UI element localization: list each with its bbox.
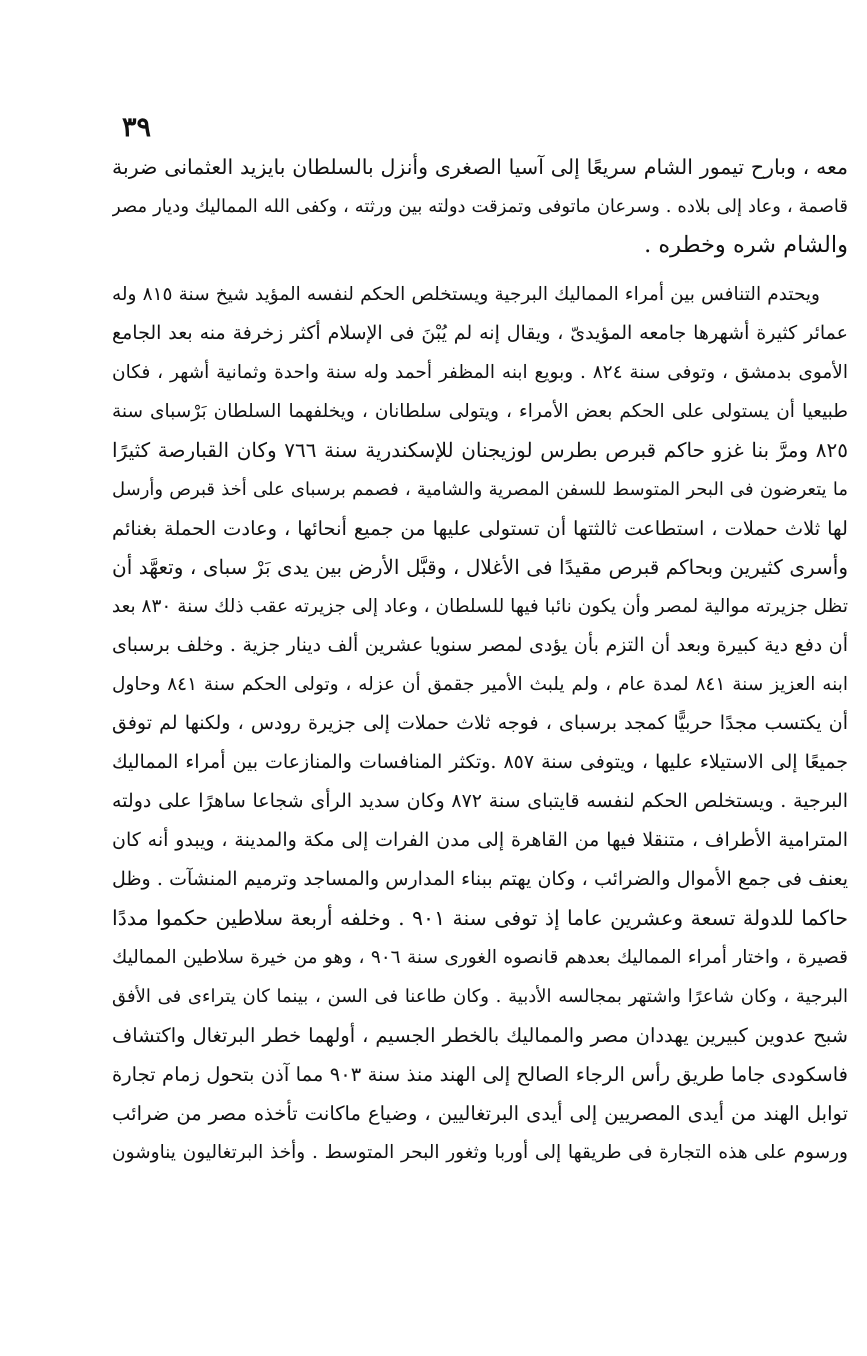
paragraph — [112, 275, 848, 1172]
paragraph — [112, 148, 848, 265]
text-line: لها ثلاث حملات ، استطاعت ثالثتها أن تستولى عليها من جميع أنحائها ، وعادت الحملة بغنائم — [112, 517, 848, 540]
text-line: ويحتدم التنافس بين أمراء المماليك البرجية ويستخلص الحكم لنفسه المؤيد شيخ سنة ٨١٥ وله — [112, 284, 820, 305]
text-line: قصيرة ، واختار أمراء المماليك بعدهم قانصوه الغورى سنة ٩٠٦ ، وهو من خيرة سلاطين المماليك — [112, 947, 848, 968]
text-line: جميعًا إلى الاستيلاء عليها ، ويتوفى سنة ٨٥٧ .وتكثر المنافسات والمنازعات بين أمراء المماليك — [112, 751, 848, 773]
text-line: حاكما للدولة تسعة وعشرين عاما إذ توفى سنة ٩٠١ . وخلفه أربعة سلاطين حكموا مددًا — [112, 906, 848, 930]
text-line: ورسوم على هذه التجارة فى طريقها إلى أوربا وثغور البحر المتوسط . وأخذ البرتغاليون يناوشون — [112, 1142, 848, 1163]
text-line: طبيعيا أن يستولى على الحكم بعض الأمراء ، ويتولى سلطانان ، ويخلفهما السلطان بَرْسباى سنة — [112, 401, 848, 422]
body-text — [112, 148, 848, 1172]
text-line: أن يكتسب مجدًا حربيًّا كمجد برسباى ، فوجه ثلاث حملات إلى جزيرة رودس ، ولكنها لم توفق — [112, 712, 848, 734]
text-line: شبح عدوين كبيرين يهددان مصر والمماليك بالخطر الجسيم ، أولهما خطر البرتغال واكتشاف — [112, 1024, 848, 1047]
text-line: ٨٢٥ ومرَّ بنا غزو حاكم قبرص بطرس لوزيجنان للإسكندرية سنة ٧٦٦ وكان القبارصة كثيرًا — [112, 438, 848, 462]
text-line: البرجية ، وكان شاعرًا واشتهر بمجالسه الأدبية . وكان طاعنا فى السن ، بينما كان يتراءى فى الأفق — [112, 986, 848, 1007]
text-line: يعنف فى جمع الأموال والضرائب ، وكان يهتم ببناء المدارس والمساجد وترميم المنشآت . وظل — [112, 868, 848, 890]
text-line: وأسرى كثيرين وبحاكم قبرص مقيدًا فى الأغلال ، وقبَّل الأرض بين يدى بَرْ سباى ، وتعهَّد أن — [112, 555, 848, 579]
paragraph-gap — [112, 265, 848, 275]
text-line: والشام شره وخطره . — [644, 232, 848, 258]
text-line: عمائر كثيرة أشهرها جامعه المؤيدىّ ، ويقال إنه لم يُبْنَ فى الإسلام أكثر زخرفة منه بعد الجامع — [112, 322, 848, 344]
page-number: ٣٩ — [122, 112, 152, 143]
text-line: توابل الهند من أيدى المصريين إلى أيدى البرتغاليين ، وضياع ماكانت تأخذه مصر من ضرائب — [112, 1102, 848, 1125]
text-line: معه ، وبارح تيمور الشام سريعًا إلى آسيا الصغرى وأنزل بالسلطان بايزيد العثمانى ضربة — [112, 155, 848, 179]
text-line: ما يتعرضون فى البحر المتوسط للسفن المصرية والشامية ، فصمم برسباى على أخذ قبرص وأرسل — [112, 479, 848, 500]
text-line: البرجية . ويستخلص الحكم لنفسه قايتباى سنة ٨٧٢ وكان سديد الرأى شجاعا ساهرًا على دولته — [112, 790, 848, 812]
text-line: قاصمة ، وعاد إلى بلاده . وسرعان ماتوفى وتمزقت دولته بين ورثته ، وكفى الله المماليك وديار مصر — [112, 196, 848, 217]
text-line: فاسكودى جاما طريق رأس الرجاء الصالح إلى الهند منذ سنة ٩٠٣ مما آذن بتحول زمام تجارة — [112, 1063, 848, 1086]
text-line: أن دفع دية كبيرة وبعد أن التزم بأن يؤدى لمصر سنويا عشرين ألف دينار جزية . وخلف برسباى — [112, 634, 848, 656]
text-line: ابنه العزيز سنة ٨٤١ لمدة عام ، ولم يلبث الأمير جقمق أن عزله ، وتولى الحكم سنة ٨٤١ وحاول — [112, 674, 848, 695]
text-line: المترامية الأطراف ، متنقلا فيها من القاهرة إلى مدن الفرات إلى مكة والمدينة ، ويبدو أنه كان — [112, 829, 848, 851]
text-line: الأموى بدمشق ، وتوفى سنة ٨٢٤ . وبويع ابنه المظفر أحمد وله سنة واحدة وثمانية أشهر ، فكان — [112, 362, 848, 383]
text-line: تظل جزيرته موالية لمصر وأن يكون نائبا فيها للسلطان ، وعاد إلى جزيرته عقب ذلك سنة ٨٣٠ بعد — [112, 596, 848, 617]
